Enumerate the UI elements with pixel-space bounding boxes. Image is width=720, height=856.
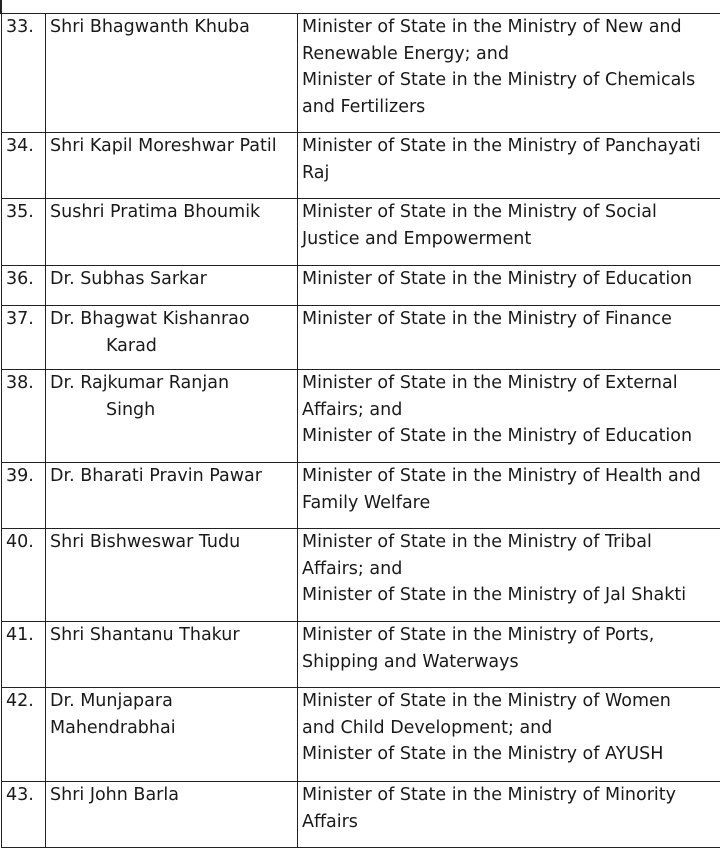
serial-number: 42. — [2, 688, 46, 782]
portfolio — [298, 622, 720, 688]
portfolio — [298, 199, 720, 266]
portfolio — [298, 688, 720, 782]
portfolio-line: Minister of State in the Ministry of Chemicals — [302, 70, 696, 90]
portfolio — [298, 133, 720, 199]
minister-name-line: Sushri Pratima Bhoumik — [50, 202, 261, 222]
minister-name-line: Shri John Barla — [50, 785, 179, 805]
minister-name-line: Shri Shantanu Thakur — [50, 625, 240, 645]
table-row — [2, 370, 720, 463]
minister-name-line: Shri Bhagwanth Khuba — [50, 17, 250, 37]
ministers-table — [1, 13, 720, 848]
portfolio-line: Minister of State in the Ministry of Finance — [302, 309, 672, 329]
table-row — [2, 133, 720, 199]
portfolio-line: Minister of State in the Ministry of Social — [302, 202, 657, 222]
serial-number: 43. — [2, 782, 46, 848]
serial-number: 38. — [2, 370, 46, 463]
minister-name-line: Shri Bishweswar Tudu — [50, 532, 241, 552]
portfolio — [298, 306, 720, 370]
minister-name-line: Dr. Munjapara — [50, 691, 173, 711]
portfolio — [298, 463, 720, 529]
table-row — [2, 622, 720, 688]
portfolio-line: Affairs — [302, 811, 358, 832]
portfolio-line: Justice and Empowerment — [302, 228, 532, 249]
portfolio-line: Raj — [302, 162, 330, 183]
minister-name-line: Dr. Bhagwat Kishanrao — [50, 309, 250, 329]
minister-name — [46, 622, 298, 688]
ministers-table-body — [2, 14, 720, 848]
portfolio-line: Minister of State in the Ministry of Panchayati — [302, 136, 701, 156]
portfolio-line: and Child Development; and — [302, 717, 553, 738]
portfolio-line: Minister of State in the Ministry of Education — [302, 426, 693, 446]
portfolio-line: Minister of State in the Ministry of Health and — [302, 466, 701, 486]
table-row — [2, 688, 720, 782]
portfolio-line: Shipping and Waterways — [302, 651, 519, 672]
serial-number: 41. — [2, 622, 46, 688]
portfolio-line: Renewable Energy; and — [302, 43, 509, 64]
minister-name — [46, 370, 298, 463]
serial-number: 37. — [2, 306, 46, 370]
portfolio-line: Minister of State in the Ministry of Minority — [302, 785, 677, 805]
serial-number: 39. — [2, 463, 46, 529]
minister-name-line: Mahendrabhai — [50, 717, 176, 738]
portfolio-line: Affairs; and — [302, 399, 403, 420]
portfolio-line: Minister of State in the Ministry of Women — [302, 691, 671, 711]
minister-name-line: Dr. Rajkumar Ranjan — [50, 373, 230, 393]
serial-number: 40. — [2, 529, 46, 622]
minister-name-line: Dr. Subhas Sarkar — [50, 269, 207, 289]
table-row — [2, 14, 720, 133]
minister-name — [46, 529, 298, 622]
portfolio-line: Family Welfare — [302, 492, 431, 513]
minister-name — [46, 463, 298, 529]
portfolio-line: Affairs; and — [302, 558, 403, 579]
portfolio-line: Minister of State in the Ministry of Jal Shakti — [302, 585, 687, 605]
minister-name — [46, 688, 298, 782]
table-row — [2, 306, 720, 370]
table-row — [2, 782, 720, 848]
portfolio — [298, 14, 720, 133]
portfolio-line: and Fertilizers — [302, 96, 426, 117]
portfolio-line: Minister of State in the Ministry of Tribal — [302, 532, 652, 552]
minister-name — [46, 14, 298, 133]
table-row — [2, 529, 720, 622]
table-row — [2, 266, 720, 306]
table-top-edge — [0, 0, 2, 14]
portfolio-line: Minister of State in the Ministry of Education — [302, 269, 693, 289]
portfolio — [298, 782, 720, 848]
minister-name — [46, 199, 298, 266]
serial-number: 36. — [2, 266, 46, 306]
minister-name-line: Shri Kapil Moreshwar Patil — [50, 136, 277, 156]
minister-name-line: Dr. Bharati Pravin Pawar — [50, 466, 262, 486]
minister-name — [46, 266, 298, 306]
table-row — [2, 199, 720, 266]
portfolio — [298, 266, 720, 306]
table-row — [2, 463, 720, 529]
minister-name-line: Karad — [106, 335, 157, 356]
portfolio-line: Minister of State in the Ministry of External — [302, 373, 678, 393]
serial-number: 35. — [2, 199, 46, 266]
minister-name — [46, 133, 298, 199]
portfolio — [298, 370, 720, 463]
minister-name — [46, 306, 298, 370]
portfolio-line: Minister of State in the Ministry of AYUSH — [302, 744, 664, 764]
minister-name-line: Singh — [106, 399, 156, 420]
portfolio — [298, 529, 720, 622]
minister-name — [46, 782, 298, 848]
serial-number: 33. — [2, 14, 46, 133]
portfolio-line: Minister of State in the Ministry of New and — [302, 17, 682, 37]
portfolio-line: Minister of State in the Ministry of Ports, — [302, 625, 655, 645]
serial-number: 34. — [2, 133, 46, 199]
